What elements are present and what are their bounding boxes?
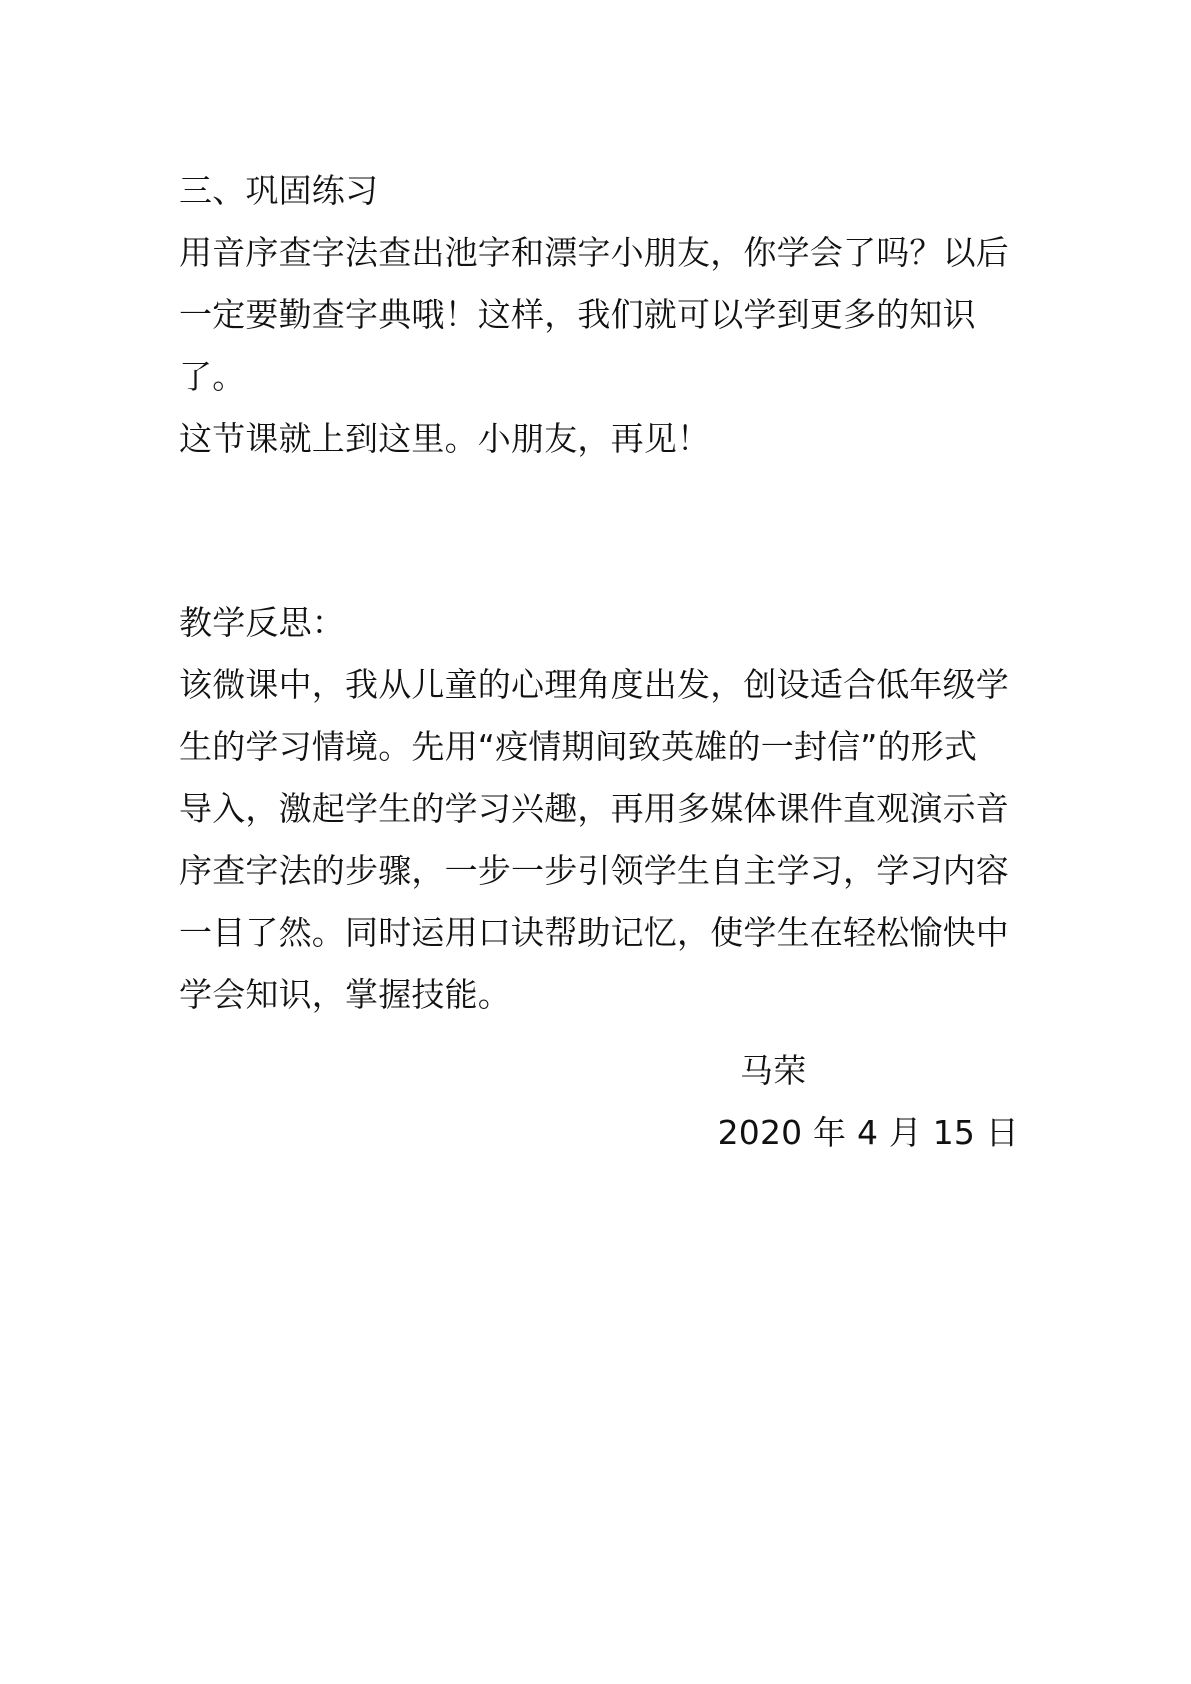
closing-line: 这节课就上到这里。小朋友，再见！ <box>179 419 711 458</box>
reflection-line-2: 生的学习情境。先用“疫情期间致英雄的一封信”的形式 <box>179 727 978 766</box>
practice-line-2: 一定要勤查字典哦！这样，我们就可以学到更多的知识 <box>179 295 976 334</box>
reflection-line-6: 学会知识，掌握技能。 <box>179 975 511 1014</box>
reflection-line-3: 导入，激起学生的学习兴趣，再用多媒体课件直观演示音 <box>179 789 1009 828</box>
author-name: 马荣 <box>740 1051 807 1090</box>
reflection-line-5: 一目了然。同时运用口诀帮助记忆，使学生在轻松愉快中 <box>179 913 1009 952</box>
section-heading-practice: 三、巩固练习 <box>179 171 379 210</box>
section-spacer <box>179 470 1019 592</box>
practice-line-1: 用音序查字法查出池字和漂字小朋友，你学会了吗？以后 <box>179 233 1009 272</box>
section-heading-reflection: 教学反思： <box>179 603 345 642</box>
reflection-line-1: 该微课中，我从儿童的心理角度出发，创设适合低年级学 <box>179 665 1009 704</box>
document-body <box>179 160 1019 1026</box>
reflection-line-4: 序查字法的步骤，一步一步引领学生自主学习，学习内容 <box>179 851 1009 890</box>
document-date: 2020 年 4 月 15 日 <box>717 1113 1019 1152</box>
practice-line-3: 了。 <box>179 357 246 396</box>
